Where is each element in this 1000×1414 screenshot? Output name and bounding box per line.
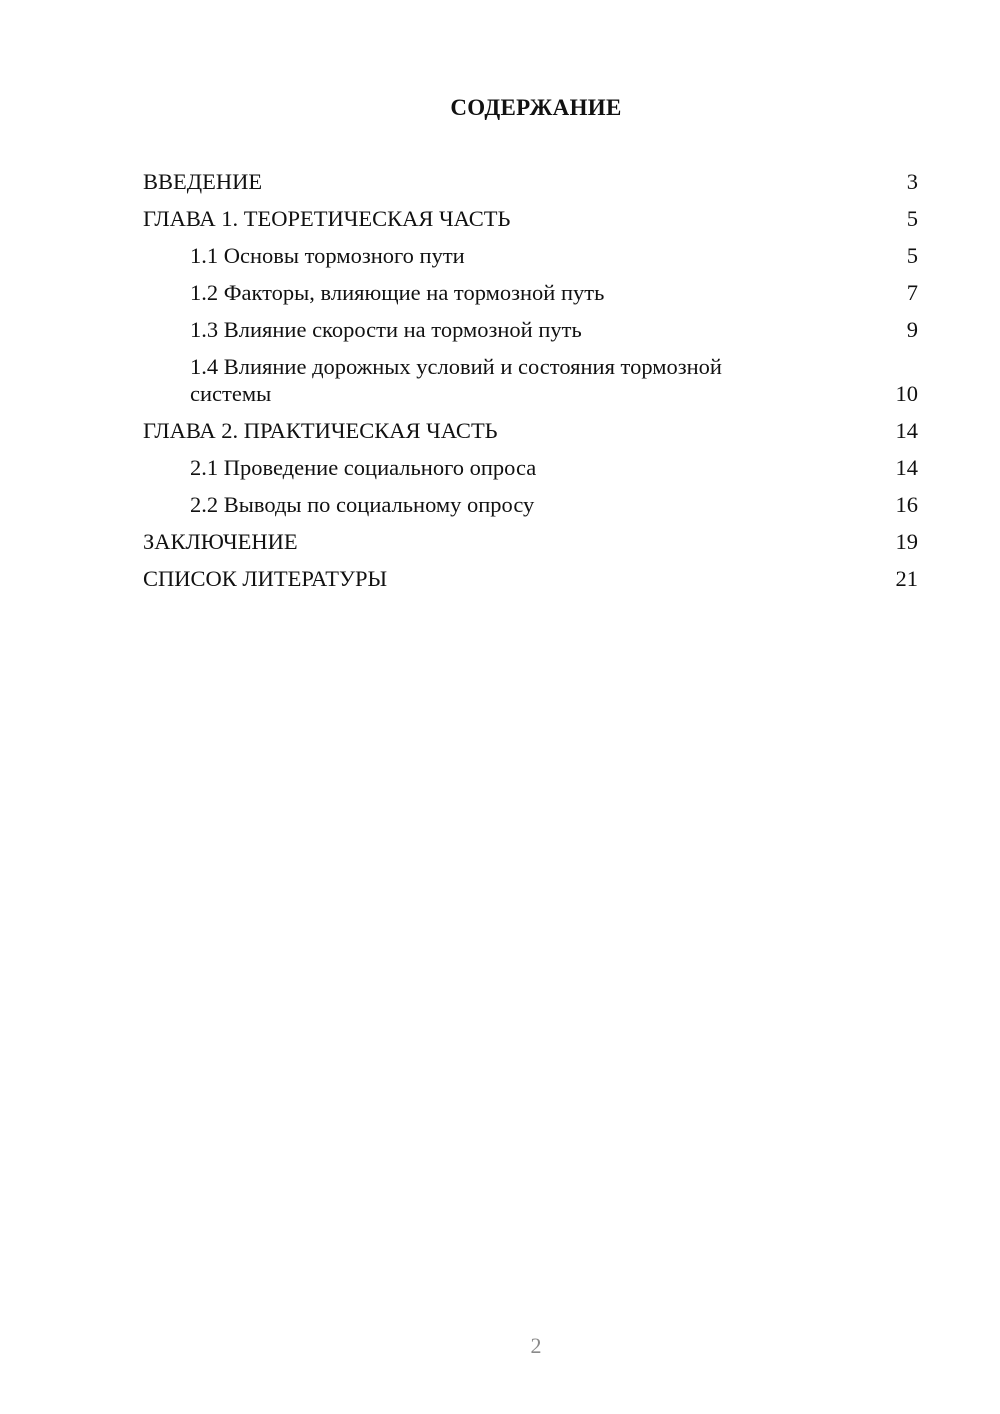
toc-item-section-2-1 <box>143 454 918 481</box>
toc-item-page: 9 <box>906 317 918 342</box>
toc-item-page: 19 <box>895 529 918 554</box>
toc-item-label: ГЛАВА 2. ПРАКТИЧЕСКАЯ ЧАСТЬ <box>143 418 498 443</box>
toc-item-page: 3 <box>906 169 918 194</box>
toc-item-conclusion <box>143 528 918 555</box>
toc-item-section-1-2 <box>143 279 918 306</box>
toc-item-label: ГЛАВА 1. ТЕОРЕТИЧЕСКАЯ ЧАСТЬ <box>143 206 511 231</box>
toc-item-label: ВВЕДЕНИЕ <box>143 169 263 194</box>
toc-item-chapter-1 <box>143 205 918 232</box>
toc-item-label: 2.2 Выводы по социальному опросу <box>190 492 535 517</box>
toc-item-page: 5 <box>906 206 918 231</box>
toc-item-label: 1.3 Влияние скорости на тормозной путь <box>190 317 582 342</box>
toc-item-page: 10 <box>895 381 918 406</box>
toc-item-section-1-4 <box>143 353 918 407</box>
toc-item-chapter-2 <box>143 417 918 444</box>
table-of-contents <box>143 168 918 602</box>
toc-item-page: 14 <box>895 418 918 443</box>
toc-item-section-2-2 <box>143 491 918 518</box>
toc-item-introduction <box>143 168 918 195</box>
toc-item-section-1-1 <box>143 242 918 269</box>
toc-item-label: 2.1 Проведение социального опроса <box>190 455 537 480</box>
toc-item-page: 21 <box>895 566 918 591</box>
toc-item-page: 14 <box>895 455 918 480</box>
toc-item-page: 5 <box>906 243 918 268</box>
toc-item-references <box>143 565 918 592</box>
toc-item-label: 1.2 Факторы, влияющие на тормозной путь <box>190 280 605 305</box>
toc-item-section-1-3 <box>143 316 918 343</box>
toc-item-label: 1.4 Влияние дорожных условий и состояния тормозной системы <box>190 354 722 406</box>
toc-item-page: 16 <box>895 492 918 517</box>
toc-item-label: СПИСОК ЛИТЕРАТУРЫ <box>143 566 388 591</box>
toc-item-label: ЗАКЛЮЧЕНИЕ <box>143 529 298 554</box>
toc-item-label: 1.1 Основы тормозного пути <box>190 243 465 268</box>
toc-item-page: 7 <box>906 280 918 305</box>
page-number: 2 <box>530 1333 542 1358</box>
page-title: СОДЕРЖАНИЕ <box>450 95 622 120</box>
